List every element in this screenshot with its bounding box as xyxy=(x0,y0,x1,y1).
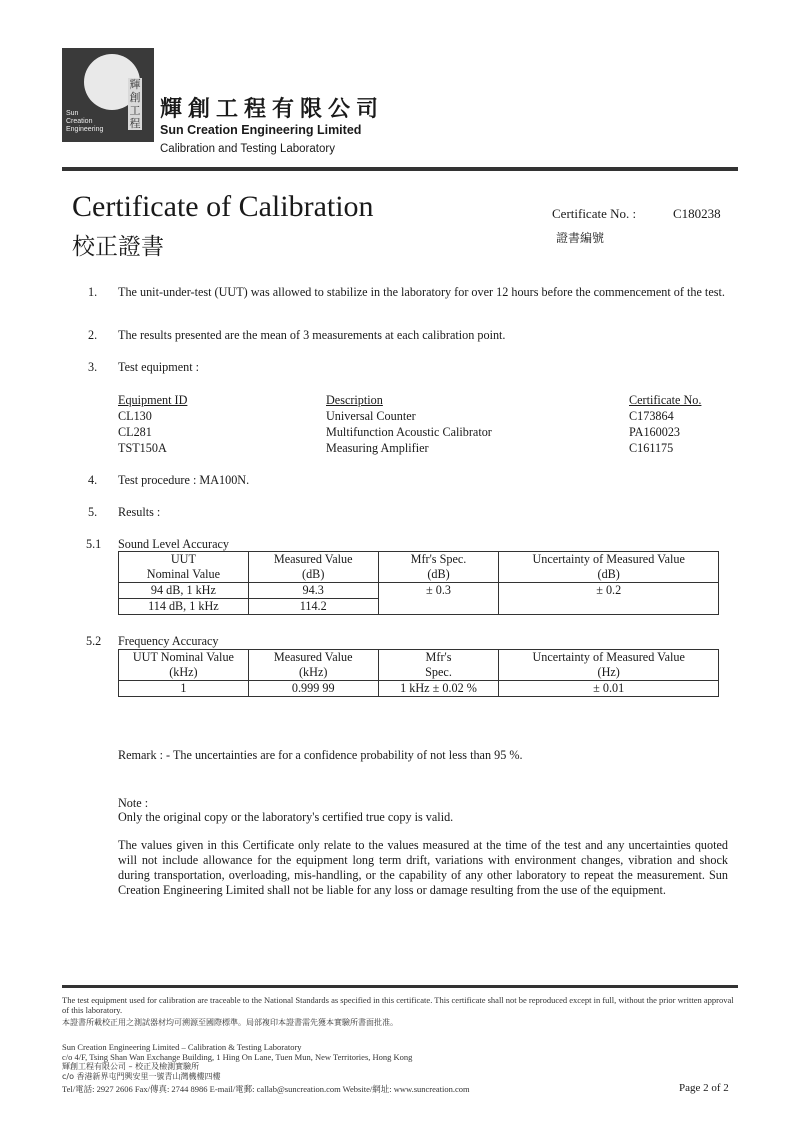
footer-divider xyxy=(62,985,738,988)
equipment-certificate-no: C173864 xyxy=(629,409,674,423)
sound-level-table xyxy=(118,551,719,615)
note-text: Only the original copy or the laboratory's certified true copy is valid. xyxy=(118,810,454,824)
table-cell: 94 dB, 1 kHz xyxy=(119,583,249,599)
company-name-cn: 輝創工程有限公司 xyxy=(160,97,385,122)
table-cell: ± 0.2 xyxy=(499,583,719,615)
item-number: 2. xyxy=(88,328,98,342)
table-cell: 1 kHz ± 0.02 % xyxy=(378,681,499,697)
table-cell: 0.999 99 xyxy=(248,681,378,697)
address-line: Sun Creation Engineering Limited – Calibration & Testing Laboratory xyxy=(62,1042,302,1052)
section-number: 5.2 xyxy=(86,634,102,648)
equipment-certificate-no: C161175 xyxy=(629,441,674,455)
disclaimer-text: The values given in this Certificate only relate to the values measured at the time of the test and any uncertainties quoted will not include allowance for the equipment long term drift, variations with environment changes, vibration and shock during transportation, overloading, mis-handling, or the capability of any other laboratory to repeat the measurement. Sun Creation Engineering Limited shall not be liable for any loss or damage resulting from the use of the equipment. xyxy=(118,838,728,897)
table-row xyxy=(119,681,719,697)
equipment-id-header: Equipment ID xyxy=(118,393,188,407)
frequency-title: Frequency Accuracy xyxy=(118,634,219,648)
item-text: Test equipment : xyxy=(118,360,200,374)
equipment-id-column xyxy=(118,392,187,456)
traceability-statement: The test equipment used for calibration are traceable to the National Standards as specified in this certificate. This certificate shall not be reproduced except in full, without the prior written approval of this laboratory. xyxy=(62,995,734,1015)
header-cell: Uncertainty of Measured Value (Hz) xyxy=(499,650,719,681)
traceability-statement-cn: 本證書所載校正用之測試器材均可溯源至國際標準。局部複印本證書需先獲本實驗所書面批准。 xyxy=(62,1018,398,1027)
contact-line: Tel/電話: 2927 2606 Fax/傳真: 2744 8986 E-mail/電郵: callab@suncreation.com Website/網址: www.suncreation.com xyxy=(62,1084,470,1094)
table-cell: ± 0.01 xyxy=(499,681,719,697)
equipment-description-column xyxy=(326,392,492,456)
header-cell: Mfr's Spec. xyxy=(378,650,499,681)
certificate-no-header: Certificate No. xyxy=(629,393,702,407)
table-cell: 1 xyxy=(119,681,249,697)
description-header: Description xyxy=(326,393,383,407)
equipment-id: TST150A xyxy=(118,441,167,455)
equipment-id: CL130 xyxy=(118,409,152,423)
equipment-id: CL281 xyxy=(118,425,152,439)
table-cell: 114.2 xyxy=(248,599,378,615)
note-label: Note : xyxy=(118,796,149,810)
address-line-cn: 輝創工程有限公司 – 校正及檢測實驗所 xyxy=(62,1062,200,1071)
equipment-certificate-column xyxy=(629,392,701,456)
table-cell: ± 0.3 xyxy=(378,583,499,615)
table-row xyxy=(119,583,719,599)
equipment-description: Universal Counter xyxy=(326,409,416,423)
header-divider xyxy=(62,167,738,171)
equipment-description: Measuring Amplifier xyxy=(326,441,429,455)
logo-vertical-text: 輝 創 工 程 xyxy=(129,78,141,130)
frequency-table xyxy=(118,649,719,697)
header-cell: Measured Value (dB) xyxy=(248,552,378,583)
company-name-en: Sun Creation Engineering Limited xyxy=(160,123,362,137)
item-number: 4. xyxy=(88,473,98,487)
item-text: Test procedure : MA100N. xyxy=(118,473,250,487)
header-cell: UUT Nominal Value xyxy=(119,552,249,583)
table-cell: 114 dB, 1 kHz xyxy=(119,599,249,615)
header-cell: UUT Nominal Value (kHz) xyxy=(119,650,249,681)
item-number: 5. xyxy=(88,505,98,519)
table-header-row xyxy=(119,650,719,681)
section-number: 5.1 xyxy=(86,537,102,551)
header-cell: Uncertainty of Measured Value (dB) xyxy=(499,552,719,583)
sound-level-title: Sound Level Accuracy xyxy=(118,537,230,551)
certificate-number-label-cn: 證書編號 xyxy=(556,231,605,245)
page-number: Page 2 of 2 xyxy=(679,1082,729,1094)
header-cell: Mfr's Spec. (dB) xyxy=(378,552,499,583)
item-text: Results : xyxy=(118,505,161,519)
company-logo xyxy=(62,48,154,142)
certificate-title-cn: 校正證書 xyxy=(72,234,164,260)
equipment-description: Multifunction Acoustic Calibrator xyxy=(326,425,492,439)
remark: Remark : - The uncertainties are for a confidence probability of not less than 95 %. xyxy=(118,748,523,762)
item-text: The unit-under-test (UUT) was allowed to stabilize in the laboratory for over 12 hours before the commencement of the test. xyxy=(118,285,725,299)
certificate-number: C180238 xyxy=(673,206,721,221)
certificate-title-en: Certificate of Calibration xyxy=(72,190,374,223)
table-cell: 94.3 xyxy=(248,583,378,599)
address-line: c/o 4/F, Tsing Shan Wan Exchange Building, 1 Hing On Lane, Tuen Mun, New Territories, Hong Kong xyxy=(62,1052,413,1062)
item-number: 1. xyxy=(88,285,98,299)
logo-text: Sun Creation Engineering xyxy=(66,110,104,133)
item-number: 3. xyxy=(88,360,98,374)
equipment-certificate-no: PA160023 xyxy=(629,425,681,439)
address-line-cn: c/o 香港新界屯門興安里一號青山灣機樓四樓 xyxy=(62,1072,221,1081)
table-header-row xyxy=(119,552,719,583)
certificate-number-label: Certificate No. : xyxy=(552,206,637,221)
item-text: The results presented are the mean of 3 measurements at each calibration point. xyxy=(118,328,506,342)
header-cell: Measured Value (kHz) xyxy=(248,650,378,681)
laboratory-name: Calibration and Testing Laboratory xyxy=(160,143,335,155)
